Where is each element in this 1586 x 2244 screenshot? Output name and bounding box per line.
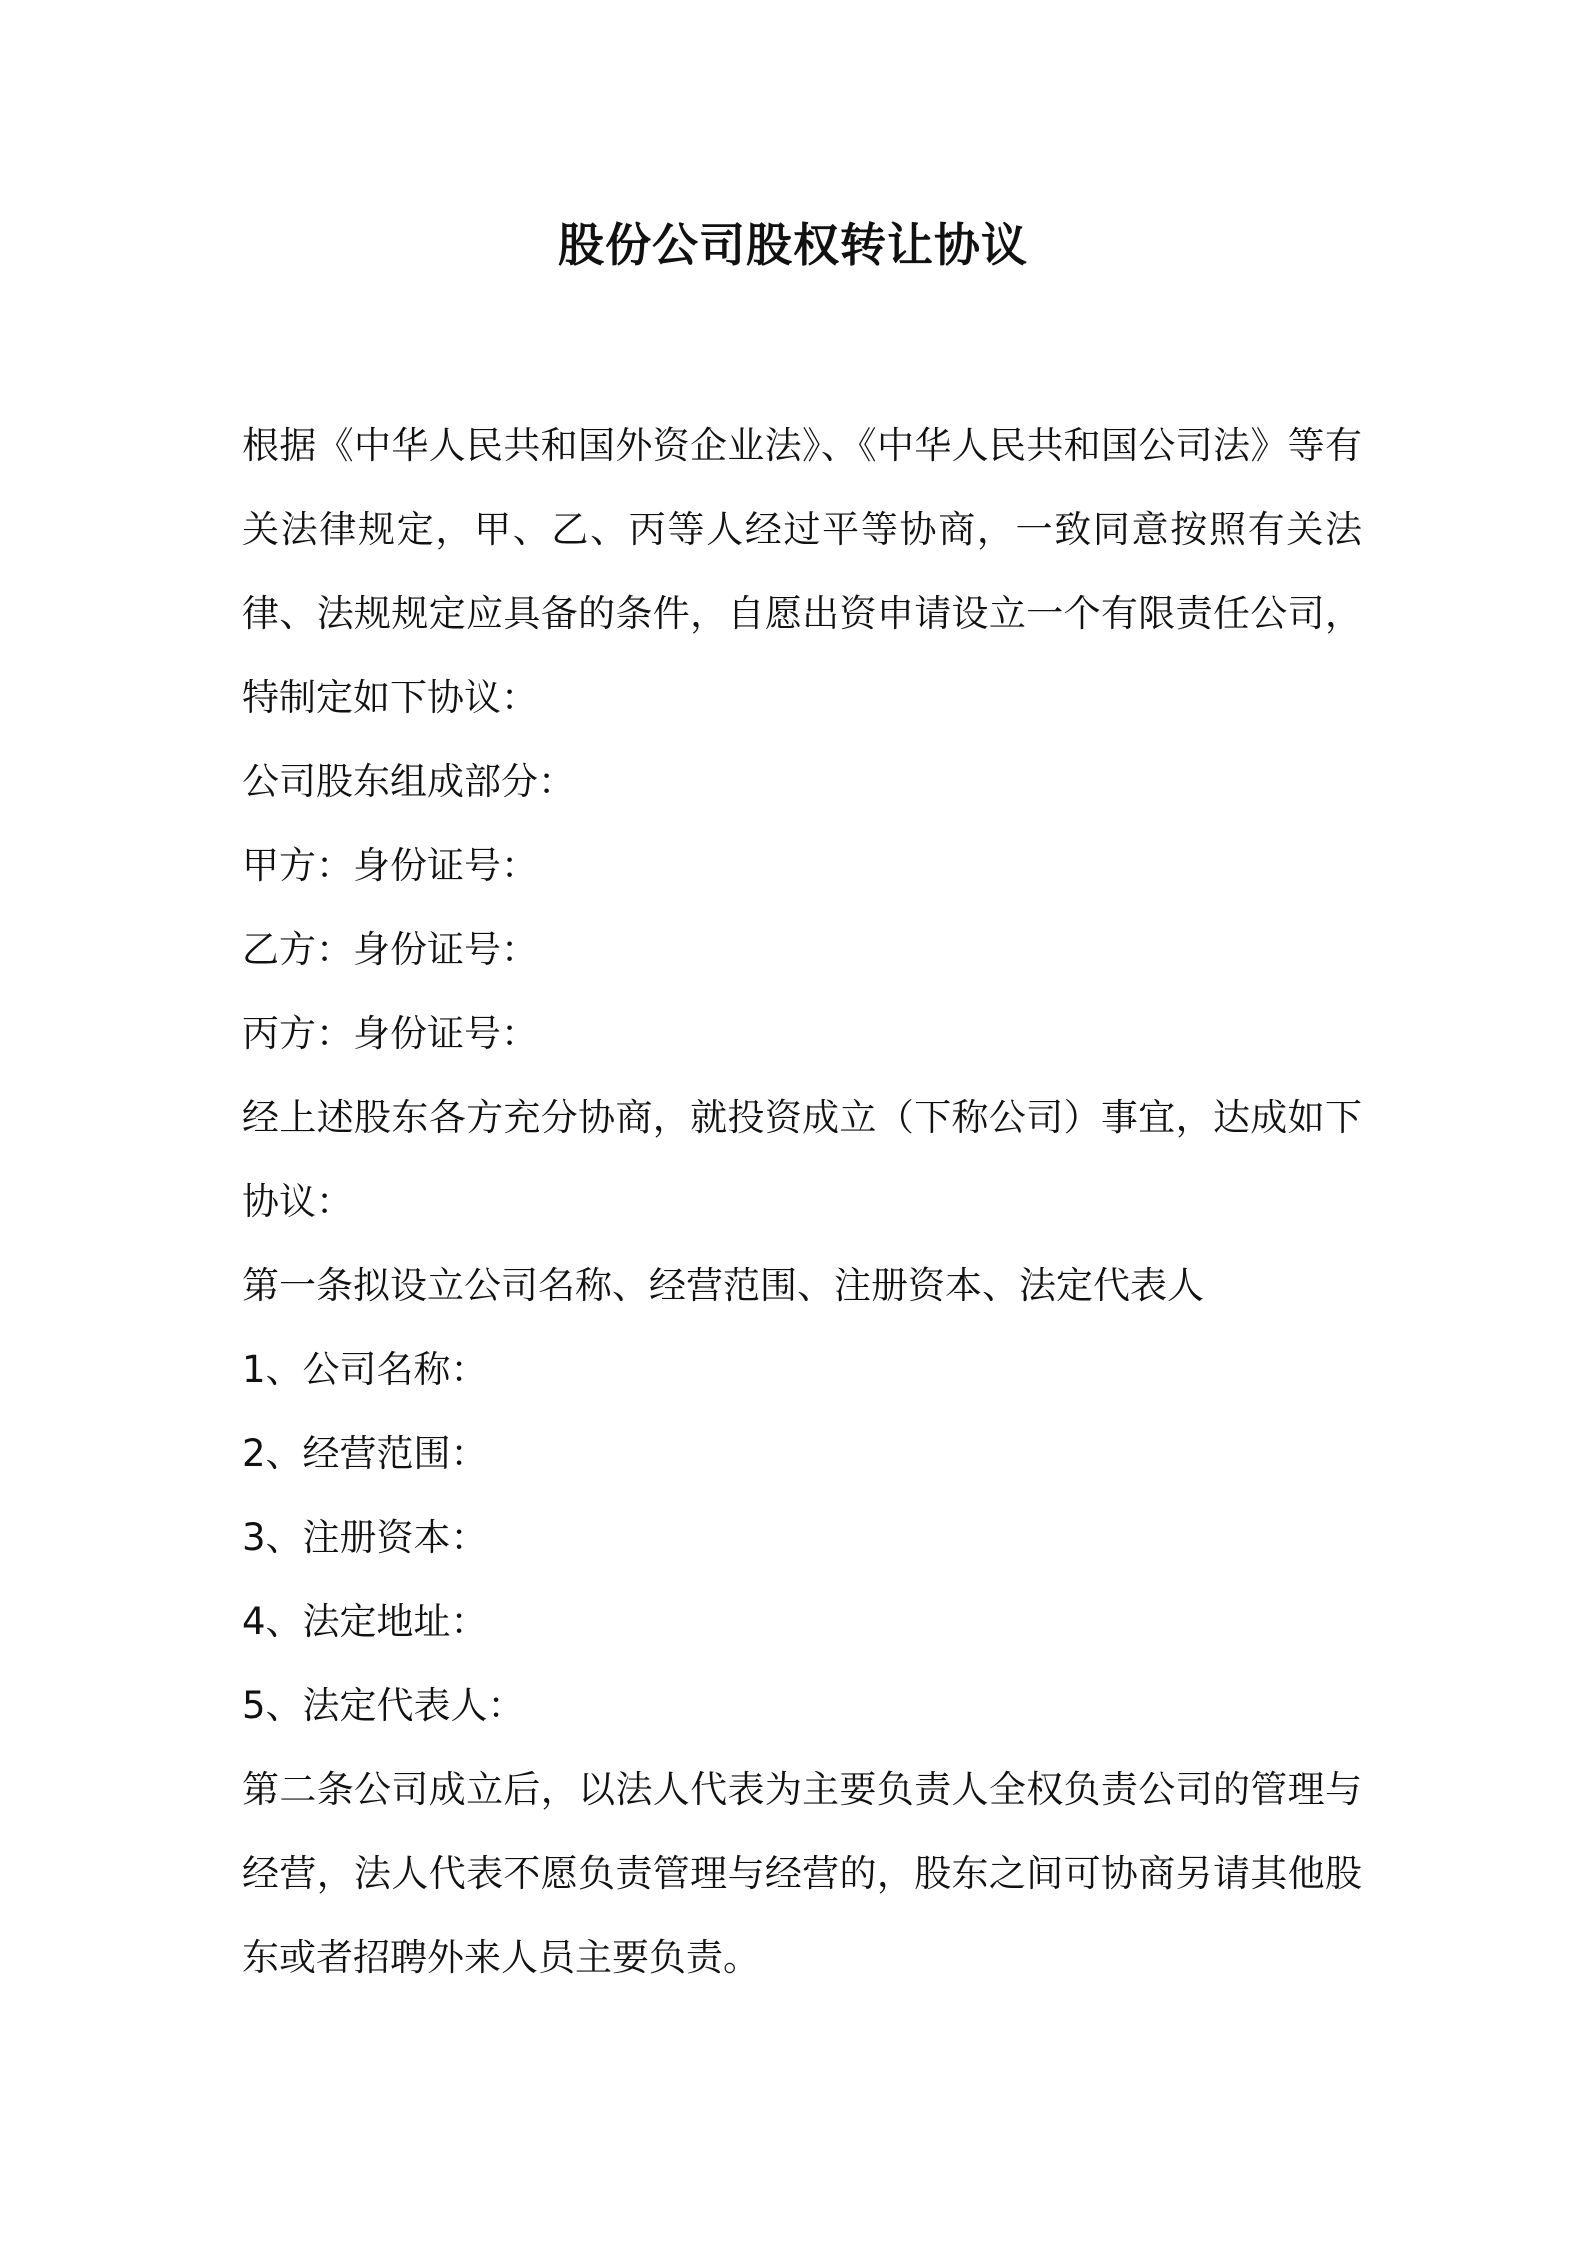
party-b-line: 乙方：身份证号： bbox=[242, 928, 538, 971]
article-1-item: 2、经营范围： bbox=[242, 1432, 488, 1475]
agreement-intro-paragraph: 经上述股东各方充分协商，就投资成立（下称公司）事宜，达成如下协议： bbox=[242, 1096, 1362, 1223]
article-1-item: 3、注册资本： bbox=[242, 1516, 488, 1559]
article-2-paragraph: 第二条公司成立后，以法人代表为主要负责人全权负责公司的管理与经营，法人代表不愿负责管理与经营的，股东之间可协商另请其他股东或者招聘外来人员主要负责。 bbox=[242, 1768, 1362, 1979]
party-c-line: 丙方：身份证号： bbox=[242, 1012, 538, 1055]
document-title: 股份公司股权转让协议 bbox=[558, 218, 1028, 272]
intro-paragraph: 根据《中华人民共和国外资企业法》、《中华人民共和国公司法》等有关法律规定，甲、乙、丙等人经过平等协商，一致同意按照有关法律、法规规定应具备的条件，自愿出资申请设立一个有限责任公司，特制定如下协议： bbox=[242, 424, 1362, 719]
article-1-heading: 第一条拟设立公司名称、经营范围、注册资本、法定代表人 bbox=[242, 1264, 1204, 1307]
article-1-item: 5、法定代表人： bbox=[242, 1684, 525, 1727]
document-body bbox=[242, 404, 1362, 2000]
party-a-line: 甲方：身份证号： bbox=[242, 844, 538, 887]
article-1-item: 4、法定地址： bbox=[242, 1600, 488, 1643]
shareholders-heading: 公司股东组成部分： bbox=[242, 760, 575, 803]
article-1-item: 1、公司名称： bbox=[242, 1348, 488, 1391]
